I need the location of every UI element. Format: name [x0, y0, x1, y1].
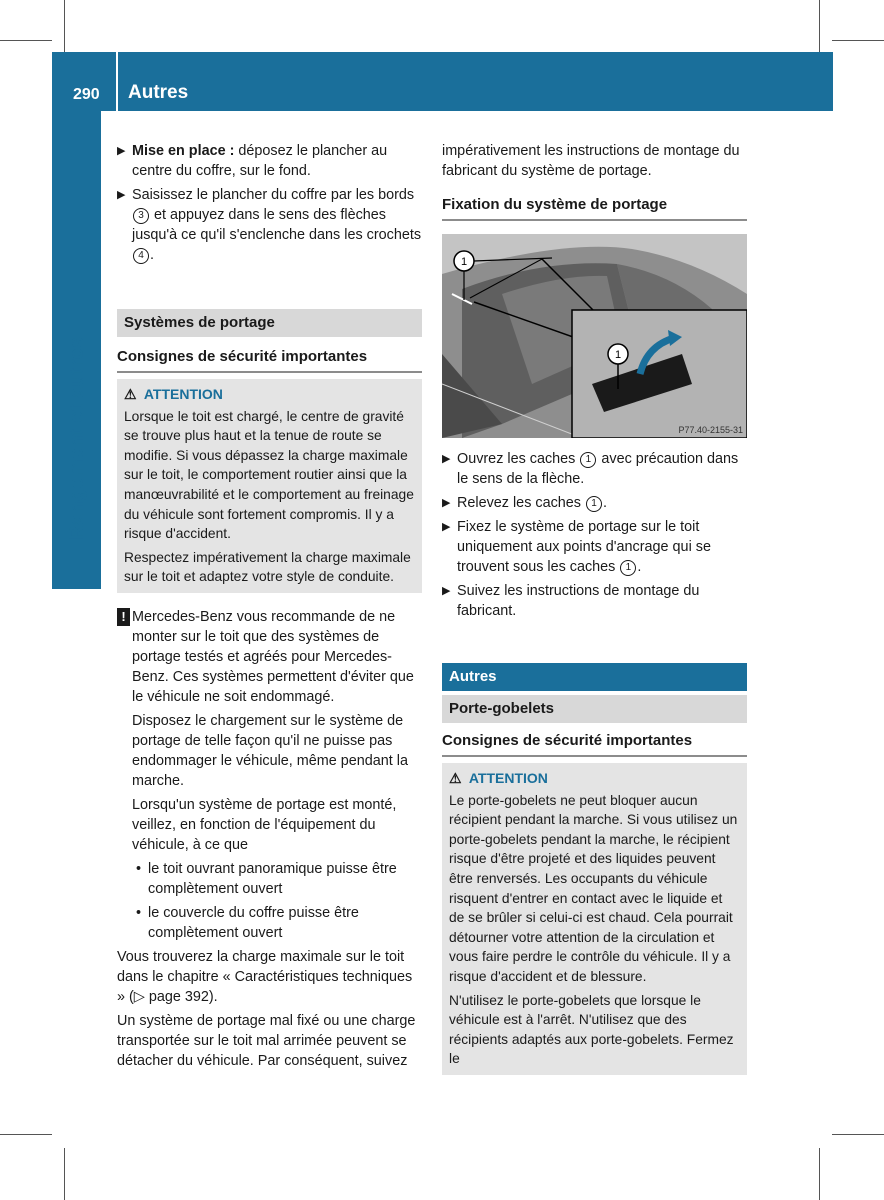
- callout-number: 1: [580, 452, 596, 468]
- warning-title: [449, 769, 740, 789]
- section-heading: Autres: [442, 663, 747, 691]
- list-item: [132, 859, 422, 899]
- figure-callout: 1: [460, 256, 468, 268]
- callout-number: 4: [133, 248, 149, 264]
- step-text: Ouvrez les caches: [457, 451, 580, 467]
- page-number: 290: [73, 86, 100, 103]
- left-column: [117, 141, 422, 1075]
- step-label: Mise en place :: [132, 143, 235, 159]
- subsection-heading: Consignes de sécurité importantes: [442, 731, 747, 757]
- step-text: Saisissez le plancher du coffre par les bords: [132, 187, 415, 203]
- exclamation-icon: !: [117, 608, 130, 626]
- warning-text: Le porte-gobelets ne peut bloquer aucun récipient pendant la marche. Si vous utilisez un porte-gobelets pendant la marche, le récipient risque d'être projeté et des liquides peuvent être renversés. Les occupants du véhicule risquent d'entrer en contact avec le liquide et de se brûler si celui-ci est chaud. Cela pourrait détourner votre attention de la circulation et vous faire perdre le contrôle du véhicule. Il y a risque d'accident et de blessure.: [449, 792, 738, 984]
- step-text: .: [150, 247, 154, 263]
- warning-title-text: ATTENTION: [468, 770, 548, 786]
- note-text: Disposez le chargement sur le système de portage de telle façon qu'il ne puisse pas endommager le véhicule, même pendant la marche.: [132, 712, 408, 789]
- figure-callout: 1: [614, 349, 622, 361]
- warning-text: N'utilisez le porte-gobelets que lorsque le véhicule est à l'arrêt. N'utilisez que des récipients adaptés aux porte-gobelets. Fermez le: [449, 992, 734, 1067]
- body-text: Vous trouverez la charge maximale sur le toit dans le chapitre « Caractéristiques techniques » (▷ page 392).: [117, 948, 413, 1005]
- step-text: et appuyez dans le sens des flèches jusqu'à ce qu'il s'enclenche dans les crochets: [132, 207, 422, 243]
- step-arrow-icon: ▶: [117, 145, 126, 157]
- subsection-heading: Fixation du système de portage: [442, 195, 747, 221]
- callout-number: 3: [133, 208, 149, 224]
- warning-box: [117, 379, 422, 593]
- crop-mark: [64, 0, 65, 52]
- step-arrow-icon: ▶: [442, 453, 451, 465]
- warning-box: [442, 763, 747, 1075]
- step-text: .: [602, 495, 607, 511]
- header-divider: [116, 52, 118, 111]
- roof-rack-figure: [442, 234, 747, 438]
- note-text: Lorsqu'un système de portage est monté, veillez, en fonction de l'équipement du véhicule, à ce que: [132, 796, 397, 853]
- instruction-step: [117, 185, 422, 265]
- instruction-step: [442, 517, 747, 577]
- callout-number: 1: [620, 560, 636, 576]
- list-item-text: le couvercle du coffre puisse être complètement ouvert: [148, 904, 359, 941]
- warning-title: [124, 385, 415, 405]
- crop-mark: [64, 1148, 65, 1200]
- side-tab-label: Rangement et autres: [66, 336, 88, 540]
- car-roof-illustration: [442, 234, 747, 438]
- right-column-bottom: [442, 449, 747, 1075]
- step-text: Fixez le système de portage sur le toit uniquement aux points d'ancrage qui se trouvent sous les caches: [457, 519, 711, 575]
- instruction-step: [117, 141, 422, 181]
- crop-mark: [832, 40, 884, 41]
- warning-text: Respectez impérativement la charge maximale sur le toit et adaptez votre style de conduite.: [124, 549, 411, 585]
- step-text: déposez le plancher au centre du coffre, sur le fond.: [132, 143, 388, 179]
- warning-text: Lorsque le toit est chargé, le centre de gravité se trouve plus haut et la tenue de route se modifie. Si vous dépassez la charge maximale sur le toit, le comportement routier ainsi que la manœuvrabilité et le comportement au freinage du véhicule sont fortement compromis. Il y a risque d'accident.: [124, 408, 414, 542]
- bullet-icon: •: [136, 904, 142, 921]
- instruction-step: [442, 581, 747, 621]
- crop-mark: [819, 1148, 820, 1200]
- subsection-heading: Consignes de sécurité importantes: [117, 347, 422, 373]
- step-text: .: [637, 559, 642, 575]
- step-arrow-icon: ▶: [442, 585, 451, 597]
- step-text: Relevez les caches: [457, 495, 585, 511]
- step-arrow-icon: ▶: [117, 189, 126, 201]
- list-item-text: le toit ouvrant panoramique puisse être complètement ouvert: [148, 860, 397, 897]
- list-item: [132, 903, 422, 943]
- step-arrow-icon: ▶: [442, 497, 451, 509]
- warning-triangle-icon: ⚠: [449, 770, 462, 786]
- figure-code: P77.40-2155-31: [678, 425, 743, 435]
- section-heading: Systèmes de portage: [117, 309, 422, 337]
- crop-mark: [0, 1134, 52, 1135]
- crop-mark: [819, 0, 820, 52]
- section-heading: Porte-gobelets: [442, 695, 747, 723]
- step-text: avec précaution dans le sens de la flèche.: [457, 451, 739, 487]
- step-arrow-icon: ▶: [442, 521, 451, 533]
- note-text: Mercedes-Benz vous recommande de ne monter sur le toit que des systèmes de portage testés et agréés pour Mercedes-Benz. Ces systèmes permettent d'éviter que le véhicule ne soit endommagé.: [132, 608, 414, 705]
- warning-title-text: ATTENTION: [143, 386, 223, 402]
- body-text: Un système de portage mal fixé ou une charge transportée sur le toit mal arrimée peuvent se détacher du véhicule. Par conséquent, suivez: [117, 1012, 416, 1069]
- instruction-step: [442, 493, 747, 513]
- page-title: Autres: [128, 82, 189, 103]
- callout-number: 1: [586, 496, 602, 512]
- instruction-step: [442, 449, 747, 489]
- step-text: Suivez les instructions de montage du fabricant.: [457, 583, 700, 619]
- note-block: [117, 607, 422, 943]
- bullet-icon: •: [136, 860, 142, 877]
- body-text: impérativement les instructions de montage du fabricant du système de portage.: [442, 143, 740, 179]
- crop-mark: [0, 40, 52, 41]
- crop-mark: [832, 1134, 884, 1135]
- warning-triangle-icon: ⚠: [124, 386, 137, 402]
- right-column-top: [442, 141, 747, 227]
